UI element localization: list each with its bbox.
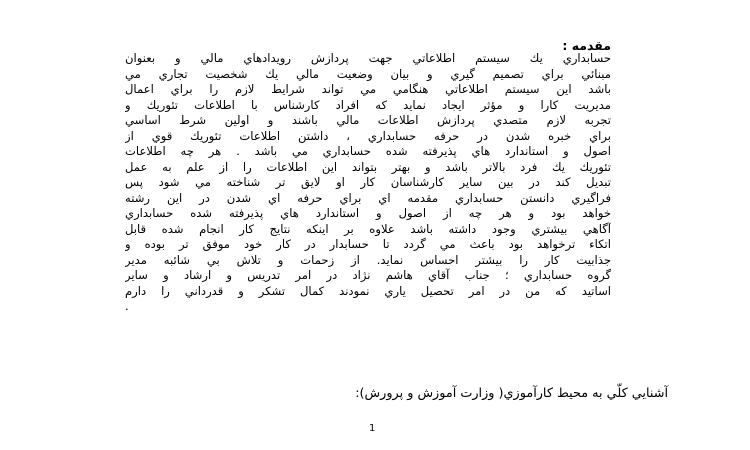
paragraph-end-mark: . [125, 299, 129, 313]
page-number: 1 [369, 423, 376, 434]
paragraph-line: اصول و استاندارد هاي پذيرفته شده حسابداري مي باشد . هر چه اطلاعات [125, 144, 611, 158]
paragraph-line: فراگيري دانستن حسابداري مقدمه اي براي حرفه اي شدن در اين رشته [125, 190, 611, 205]
paragraph-line: تجربه لازم متصدي پردازش اطلاعات مالي باشند و اولين شرط اساسي [125, 113, 611, 127]
paragraph-line: اتكاء ترخواهد بود باعث مي گردد تا حسابدار در كار خود موفق تر بوده و [125, 237, 611, 251]
paragraph-line: اساتيد كه من در امر تحصيل ياري نمودند كمال تشكر و قدرداني را دارم [125, 283, 611, 298]
paragraph-line: مبنائي براي تصميم گيري و بيان وضعيت مالي يك شخصيت تجاري مي [125, 66, 611, 81]
introduction-paragraph [125, 51, 611, 315]
paragraph-line: گروه حسابداري ؛ جناب آقاي هاشم نژاد در امر تدريس و ارشاد و ساير [125, 268, 611, 282]
paragraph-line: آگاهي بيشتري وجود داشته باشد علاوه بر اينكه نتايج كار انجام شده قابل [125, 221, 611, 236]
paragraph-line: تبديل كند در بين ساير كارشناسان كار او لايق تر شناخته مي شود پس [125, 175, 611, 189]
paragraph-line: جذابيت كار را بيشتر احساس نمايد. از زحمات و تلاش بي شائبه مدير [125, 252, 611, 267]
section-title: آشنايي كلّي به محيط كارآموزي( وزارت آموزش و پرورش): [355, 386, 668, 401]
introduction-heading: مقدمه : [562, 38, 611, 53]
paragraph-line: تئوريك يك فرد بالاتر باشد و بهتر بتواند اين اطلاعات را از علم به عمل [125, 159, 611, 174]
paragraph-line: خواهد بود و هر چه از اصول و استاندارد هاي پذيرفته شده حسابداري [125, 206, 611, 220]
paragraph-line: براي خبره شدن در حرفه حسابداري ، داشتن اطلاعات تئوريك قوي از [125, 128, 611, 143]
paragraph-line: باشد اين سيستم اطلاعاتي هنگامي مي تواند شرايط لازم را براي اعمال [125, 82, 611, 96]
paragraph-line: حسابداري يك سيستم اطلاعاتي جهت پردازش رويدادهاي مالي و بعنوان [125, 51, 611, 65]
paragraph-line: مديريت كارا و مؤثر ايجاد نمايد كه افراد كارشناس با اطلاعات تئوريك و [125, 97, 611, 112]
